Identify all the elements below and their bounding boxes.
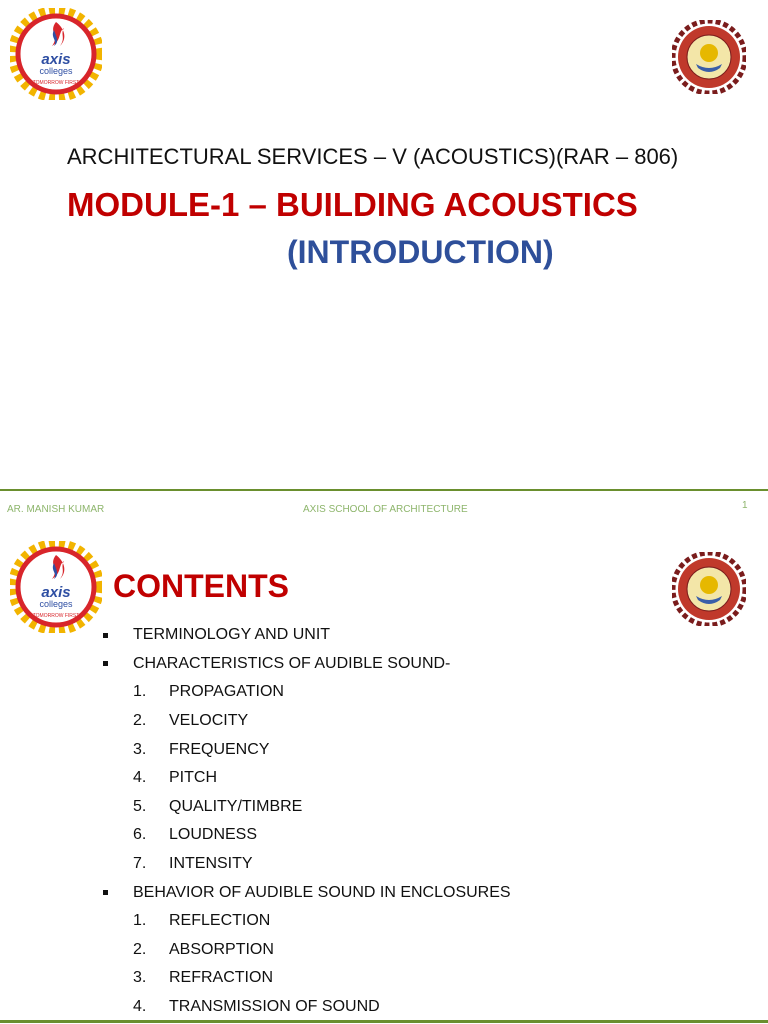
- numbered-item: [100, 964, 511, 993]
- svg-text:TOMORROW FIRST: TOMORROW FIRST: [32, 613, 80, 619]
- footer-school: AXIS SCHOOL OF ARCHITECTURE: [303, 504, 468, 512]
- item-number: 1.: [133, 683, 147, 701]
- item-text: VELOCITY: [169, 712, 249, 730]
- bottom-divider: [0, 1020, 768, 1023]
- svg-text:axis: axis: [41, 51, 71, 68]
- item-text: FREQUENCY: [169, 740, 270, 758]
- footer-author: AR. MANISH KUMAR: [7, 504, 105, 512]
- numbered-item: [100, 735, 511, 764]
- item-text: TRANSMISSION OF SOUND: [169, 998, 380, 1016]
- bullet-item: [100, 621, 511, 650]
- item-text: PROPAGATION: [169, 683, 284, 701]
- numbered-item: [100, 907, 511, 936]
- numbered-item: [100, 936, 511, 965]
- contents-title: CONTENTS: [113, 568, 289, 604]
- footer-page-number: 1: [742, 500, 748, 511]
- item-text: ABSORPTION: [169, 940, 274, 958]
- university-seal-logo: [672, 552, 746, 626]
- item-number: 4.: [133, 998, 147, 1016]
- bullet-marker: [103, 633, 108, 638]
- item-number: 7.: [133, 855, 147, 873]
- axis-colleges-logo: [10, 8, 102, 100]
- item-number: 3.: [133, 740, 147, 758]
- numbered-item: [100, 764, 511, 793]
- item-text: REFLECTION: [169, 912, 271, 930]
- bullet-marker: [103, 661, 108, 666]
- footer-divider: [0, 489, 768, 491]
- course-title: ARCHITECTURAL SERVICES – V (ACOUSTICS)(RAR – 806): [67, 144, 679, 169]
- bullet-marker: [103, 890, 108, 895]
- svg-text:axis: axis: [41, 584, 71, 601]
- module-subtitle: (INTRODUCTION): [287, 234, 554, 270]
- university-seal-logo: [672, 20, 746, 94]
- axis-colleges-logo: [10, 541, 102, 633]
- numbered-item: [100, 793, 511, 822]
- numbered-item: [100, 821, 511, 850]
- bullet-item: [100, 650, 511, 679]
- item-number: 2.: [133, 712, 147, 730]
- item-number: 5.: [133, 797, 147, 815]
- svg-text:colleges: colleges: [39, 66, 73, 76]
- svg-text:colleges: colleges: [39, 599, 73, 609]
- item-number: 1.: [133, 912, 147, 930]
- item-text: LOUDNESS: [169, 826, 258, 844]
- item-text: PITCH: [169, 769, 217, 787]
- item-text: CHARACTERISTICS OF AUDIBLE SOUND-: [133, 654, 451, 672]
- item-text: INTENSITY: [169, 855, 253, 873]
- item-number: 6.: [133, 826, 147, 844]
- item-number: 4.: [133, 769, 147, 787]
- item-text: BEHAVIOR OF AUDIBLE SOUND IN ENCLOSURES: [133, 883, 511, 901]
- numbered-item: [100, 678, 511, 707]
- item-number: 3.: [133, 969, 147, 987]
- module-title: MODULE-1 – BUILDING ACOUSTICS: [67, 186, 638, 223]
- numbered-item: [100, 707, 511, 736]
- slide-2: [0, 512, 768, 1024]
- contents-list: [100, 621, 511, 1021]
- svg-text:TOMORROW FIRST: TOMORROW FIRST: [32, 80, 80, 86]
- numbered-item: [100, 993, 511, 1022]
- item-text: TERMINOLOGY AND UNIT: [133, 626, 331, 644]
- item-text: REFRACTION: [169, 969, 273, 987]
- numbered-item: [100, 850, 511, 879]
- bullet-item: [100, 878, 511, 907]
- item-text: QUALITY/TIMBRE: [169, 797, 303, 815]
- item-number: 2.: [133, 940, 147, 958]
